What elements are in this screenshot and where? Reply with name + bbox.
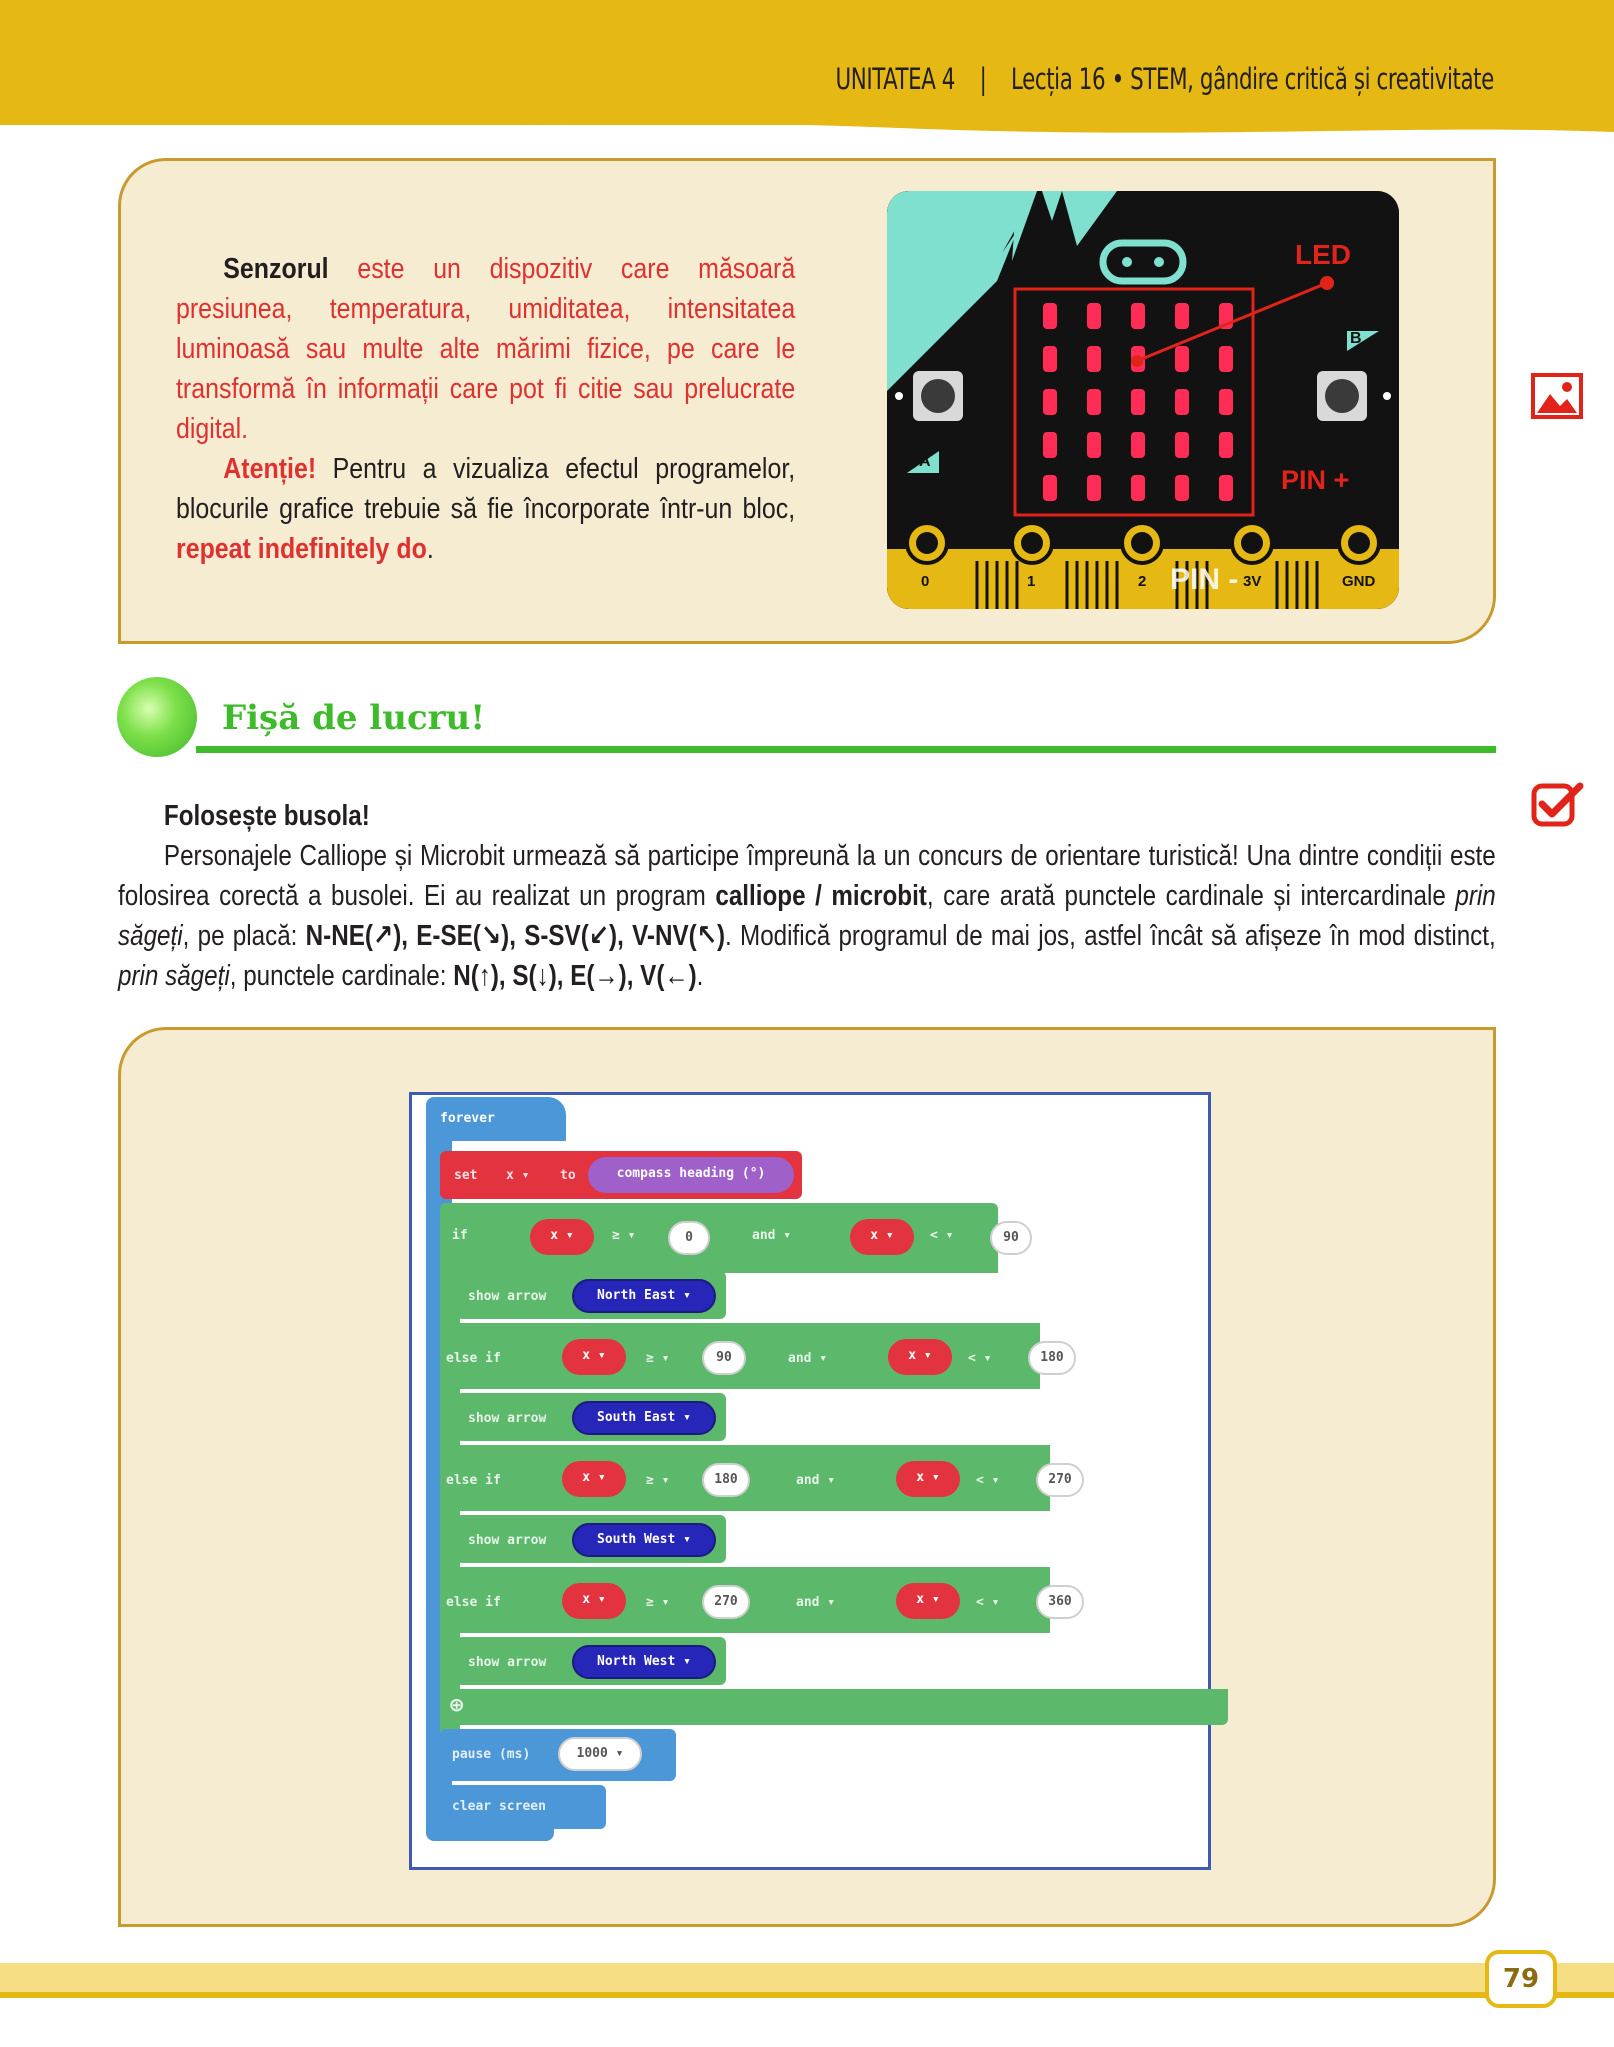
- worksheet-body: [118, 836, 1496, 996]
- ws-by-arrows: prin săgeți: [118, 880, 1496, 952]
- elseif2-high-value[interactable]: 270: [1036, 1463, 1084, 1497]
- program-box: [118, 1027, 1496, 1927]
- pause-label: pause (ms): [452, 1747, 531, 1762]
- footer-stripe: [0, 1992, 1614, 1998]
- else-if-label-2: else if: [446, 1473, 501, 1488]
- elseif1-op-gte[interactable]: ≥ ▾: [646, 1351, 670, 1366]
- elseif2-and[interactable]: and ▾: [796, 1473, 836, 1488]
- elseif1-then: then: [1112, 1351, 1144, 1366]
- set-var-dropdown: x ▾: [506, 1168, 530, 1183]
- makecode-screenshot: [409, 1092, 1211, 1870]
- if-block-footer: [440, 1689, 1228, 1725]
- elseif1-and[interactable]: and ▾: [788, 1351, 828, 1366]
- set-label: set: [454, 1168, 478, 1183]
- if-label: if: [452, 1228, 468, 1243]
- if-op-lt[interactable]: < ▾: [930, 1228, 954, 1243]
- image-icon: [1530, 372, 1584, 420]
- ws-part-2: , care arată punctele cardinale și intercardinale: [926, 880, 1456, 912]
- forever-label: forever: [440, 1111, 495, 1126]
- elseif2-low-value[interactable]: 180: [702, 1463, 750, 1497]
- compass-heading-reporter[interactable]: compass heading (°): [588, 1157, 794, 1193]
- show-arrow-label-3: show arrow: [468, 1533, 547, 1548]
- section-divider: [196, 746, 1496, 753]
- show-arrow-label-1: show arrow: [468, 1289, 547, 1304]
- clear-screen-label: clear screen: [452, 1799, 546, 1814]
- ws-program-name: calliope / microbit: [715, 880, 927, 912]
- ws-by-arrows-2: prin săgeți: [118, 960, 230, 992]
- if-block: [440, 1203, 998, 1273]
- sensor-term: Senzorul: [223, 253, 329, 285]
- elseif3-low-value[interactable]: 270: [702, 1585, 750, 1619]
- arrow-dropdown-3[interactable]: South West ▾: [572, 1523, 716, 1557]
- to-label: to: [560, 1168, 576, 1183]
- elseif1-high-value[interactable]: 180: [1028, 1341, 1076, 1375]
- elseif3-remove-icon[interactable]: ⊖: [1166, 1588, 1180, 1613]
- sensor-definition-text: este un dispozitiv care măsoară presiunea, temperatura, umiditatea, intensitatea luminoasă sau multe alte mărimi fizice, pe care le transformă în informații care pot fi citie sau prelucrate digital.: [176, 253, 796, 445]
- if-and-dropdown[interactable]: and ▾: [752, 1228, 792, 1243]
- pin-plus-label: PIN +: [1281, 465, 1350, 495]
- elseif2-op-lt[interactable]: < ▾: [976, 1473, 1000, 1488]
- header-separator: |: [979, 62, 987, 96]
- elseif3-var-x-2[interactable]: x ▾: [896, 1583, 960, 1619]
- else-if-label-3: else if: [446, 1595, 501, 1610]
- ws-part-3: , pe placă:: [182, 920, 306, 952]
- elseif1-var-x-2[interactable]: x ▾: [888, 1339, 952, 1375]
- worksheet-title: Folosește busola!: [163, 800, 370, 832]
- header-wave: [0, 110, 1614, 140]
- pause-value-dropdown[interactable]: 1000 ▾: [558, 1737, 642, 1771]
- elseif2-remove-icon[interactable]: ⊖: [1166, 1466, 1180, 1491]
- ws-intercardinals: N-NE(↗), E-SE(↘), S-SV(↙), V-NV(↖): [305, 920, 726, 952]
- show-arrow-label-2: show arrow: [468, 1411, 547, 1426]
- arrow-dropdown-4[interactable]: North West ▾: [572, 1645, 716, 1679]
- attention-block-name: repeat indefinitely do: [176, 533, 427, 565]
- worksheet-text: [118, 796, 1496, 996]
- elseif2-then: then: [1124, 1473, 1156, 1488]
- elseif2-var-x[interactable]: x ▾: [562, 1461, 626, 1497]
- elseif2-op-gte[interactable]: ≥ ▾: [646, 1473, 670, 1488]
- header-breadcrumb: [836, 62, 1494, 96]
- elseif3-and[interactable]: and ▾: [796, 1595, 836, 1610]
- if-var-x[interactable]: x ▾: [530, 1219, 594, 1255]
- if-high-value[interactable]: 90: [990, 1221, 1032, 1255]
- button-b-label: B: [1350, 330, 1362, 347]
- checkbox-icon: [1530, 780, 1586, 828]
- arrow-dropdown-2[interactable]: South East ▾: [572, 1401, 716, 1435]
- show-arrow-label-4: show arrow: [468, 1655, 547, 1670]
- pin-0-label: 0: [921, 573, 930, 590]
- lesson-label: Lecția 16 • STEM, gândire critică și creativitate: [1011, 62, 1494, 96]
- if-op-gte[interactable]: ≥ ▾: [612, 1228, 636, 1243]
- microbit-board-image: [887, 191, 1399, 609]
- elseif3-high-value[interactable]: 360: [1036, 1585, 1084, 1619]
- elseif1-op-lt[interactable]: < ▾: [968, 1351, 992, 1366]
- footer-band: [0, 1963, 1614, 1993]
- pin-minus-label: PIN -: [1170, 563, 1239, 596]
- elseif1-low-value[interactable]: 90: [702, 1341, 746, 1375]
- arrow-dropdown-1[interactable]: North East ▾: [572, 1279, 716, 1313]
- ws-part-4: . Modifică programul de mai jos, astfel încât să afișeze în mod distinct,: [725, 920, 1496, 952]
- elseif1-var-x[interactable]: x ▾: [562, 1339, 626, 1375]
- ws-part-6: .: [696, 960, 704, 992]
- pin-3v-label: 3V: [1243, 573, 1262, 590]
- else-if-label-1: else if: [446, 1351, 501, 1366]
- elseif3-op-gte[interactable]: ≥ ▾: [646, 1595, 670, 1610]
- elseif1-remove-icon[interactable]: ⊖: [1156, 1344, 1170, 1369]
- pin-2-label: 2: [1138, 573, 1147, 590]
- button-a-label: A: [919, 453, 931, 470]
- pin-1-label: 1: [1027, 573, 1036, 590]
- attention-end: .: [426, 533, 434, 565]
- elseif3-op-lt[interactable]: < ▾: [976, 1595, 1000, 1610]
- elseif2-var-x-2[interactable]: x ▾: [896, 1461, 960, 1497]
- elseif3-then: then: [1124, 1595, 1156, 1610]
- if-var-x-2[interactable]: x ▾: [850, 1219, 914, 1255]
- info-box: [118, 158, 1496, 644]
- led-label: LED: [1295, 239, 1351, 270]
- add-else-icon[interactable]: ⊕: [450, 1693, 464, 1718]
- section-bullet: [117, 677, 197, 757]
- ws-part-1: Personajele Calliope și Microbit urmează să participe împreună la un concurs de orientare turistică! Una dintre condiții este folosirea corectă a busolei. Ei au realizat un program: [118, 840, 1496, 912]
- if-low-value[interactable]: 0: [668, 1221, 710, 1255]
- attention-label: Atenție!: [223, 453, 317, 485]
- then-label: then: [1074, 1228, 1106, 1243]
- ws-part-5: , punctele cardinale:: [229, 960, 454, 992]
- attention-text: Pentru a vizualiza efectul programelor, blocurile grafice trebuie să fie încorporate într-un bloc,: [176, 453, 796, 525]
- ws-cardinals: N(↑), S(↓), E(→), V(←): [453, 960, 697, 992]
- elseif3-var-x[interactable]: x ▾: [562, 1583, 626, 1619]
- unit-label: UNITATEA 4: [835, 62, 956, 96]
- pin-gnd-label: GND: [1342, 573, 1376, 590]
- sensor-definition: [176, 249, 796, 569]
- page-number: 79: [1485, 1950, 1557, 2008]
- section-title: Fișă de lucru!: [222, 698, 486, 738]
